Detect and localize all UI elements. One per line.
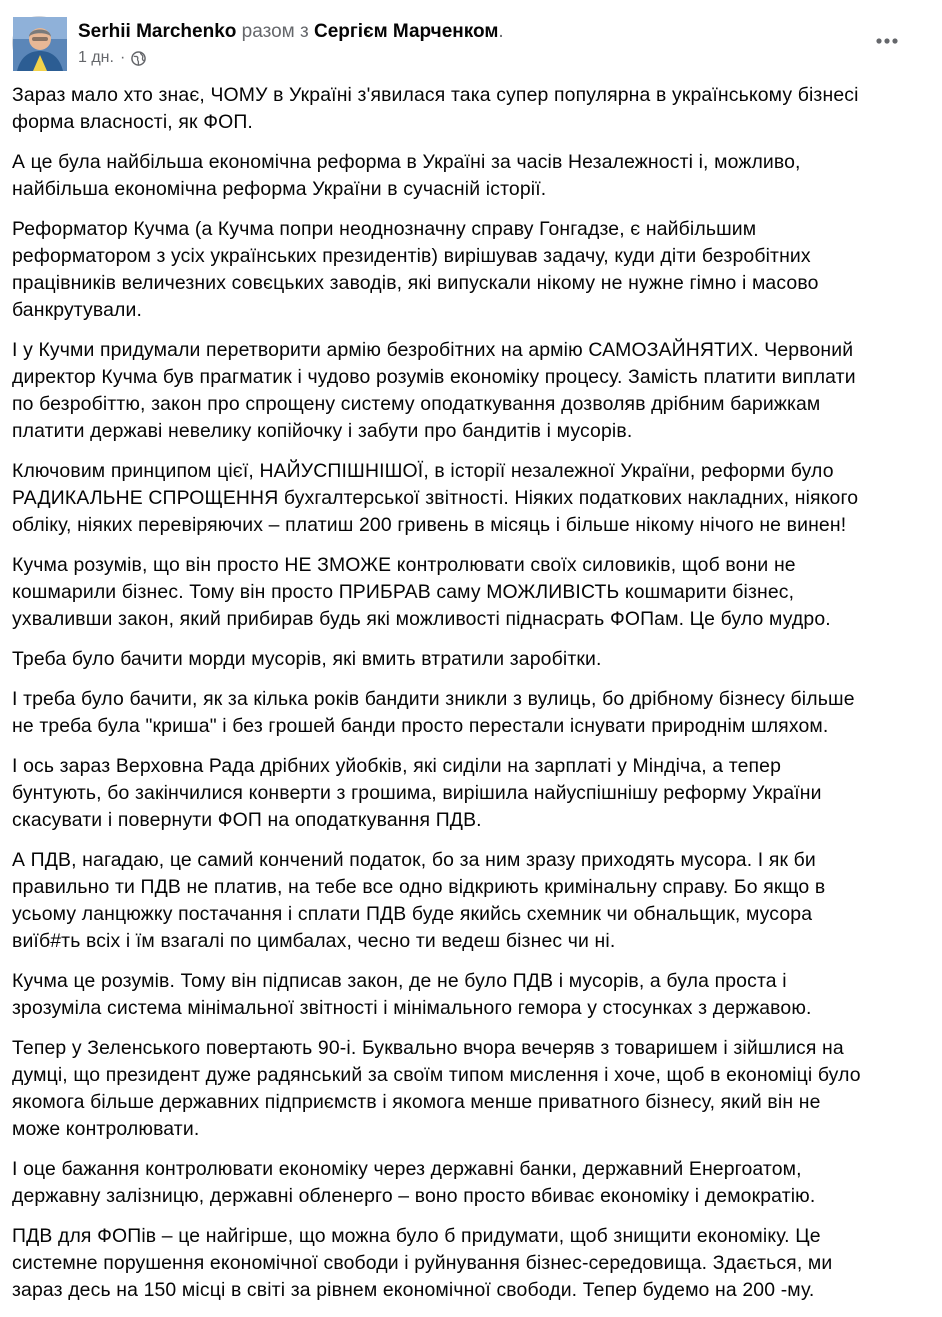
- text-line: реформатором з усіх українських президентів) вирішував задачу, куди діти безробітних: [12, 245, 811, 267]
- text-line: виїб#ть всіх і їм взагалі по цимбалах, чесно ти ведеш бізнес чи ні.: [12, 930, 616, 952]
- text-line: Ключовим принципом цієї, НАЙУСПІШНІШОЇ, в історії незалежної України, реформи було: [12, 460, 834, 482]
- text-line: державну залізницю, державні обленерго – воно просто вбиває економіку і демократію.: [12, 1185, 816, 1207]
- text-line: банкрутували.: [12, 299, 143, 321]
- text-line: форма власності, як ФОП.: [12, 111, 253, 133]
- text-line: правильно ти ПДВ не платив, на тебе все одно відкриють кримінальну справу. Бо якщо в: [12, 876, 826, 898]
- more-options-button[interactable]: [869, 26, 905, 56]
- text-line: усьому ланцюжку постачання і сплати ПДВ буде якийсь схемник чи обнальщик, мусора: [12, 903, 813, 925]
- coauthor-name[interactable]: Сергієм Марченком: [314, 21, 499, 42]
- text-line: Тепер у Зеленського повертають 90-і. Буквально вчора вечеряв з товаришем і зійшлися на: [12, 1037, 844, 1059]
- text-line: А ПДВ, нагадаю, це самий кончений податок, бо за ним зразу приходять мусора. І як би: [12, 849, 816, 871]
- paragraph: [12, 1035, 942, 1143]
- text-line: зрозуміла система мінімальної звітності і мінімального гемора у стосунках з державою.: [12, 997, 812, 1019]
- text-line: Зараз мало хто знає, ЧОМУ в Україні з'явилася така супер популярна в українському бізнесі: [12, 84, 859, 106]
- more-horizontal-icon: [876, 38, 898, 44]
- paragraph: [12, 686, 942, 740]
- text-line: по безробіттю, закон про спрощену систему оподаткування дозволяв дрібним барижкам: [12, 393, 821, 415]
- avatar-image: [13, 17, 67, 71]
- text-line: системне порушення економічної свободи і руйнування бізнес-середовища. Здається, ми: [12, 1252, 833, 1274]
- text-line: І у Кучми придумали перетворити армію безробітних на армію САМОЗАЙНЯТИХ. Червоний: [12, 339, 854, 361]
- text-line: І ось зараз Верховна Рада дрібних уйобків, які сиділи на зарплаті у Міндіча, а тепер: [12, 755, 782, 777]
- text-line: думці, що президент дуже радянський за своїм типом мислення і хоче, щоб в економіці було: [12, 1064, 861, 1086]
- text-line: скасувати і повернути ФОП на оподаткування ПДВ.: [12, 809, 482, 831]
- text-line: Треба було бачити морди мусорів, які вмить втратили заробітки.: [12, 648, 602, 670]
- text-line: ухваливши закон, який прибирав будь які можливості піднасрать ФОПам. Це було мудро.: [12, 608, 831, 630]
- post-time[interactable]: 1 дн.: [78, 49, 114, 66]
- text-line: І треба було бачити, як за кілька років бандити зникли з вулиць, бо дрібному бізнесу більше: [12, 688, 855, 710]
- author-name[interactable]: Serhii Marchenko: [78, 21, 237, 42]
- text-line: Реформатор Кучма (а Кучма попри неоднозначну справу Гонгадзе, є найбільшим: [12, 218, 757, 240]
- with-text: разом з: [241, 21, 309, 42]
- post-header: [12, 14, 905, 74]
- text-line: бунтують, бо закінчилися конверти з грошима, вирішила найуспішнішу реформу України: [12, 782, 822, 804]
- text-line: директор Кучма був прагматик і чудово розумів економіку процесу. Замість платити виплати: [12, 366, 856, 388]
- text-line: зараз десь на 150 місці в світі за рівнем економічної свободи. Тепер будемо на 200 -му.: [12, 1279, 815, 1301]
- author-line: [78, 20, 504, 44]
- paragraph: [12, 552, 942, 633]
- text-line: може контролювати.: [12, 1118, 200, 1140]
- paragraph: [12, 149, 942, 203]
- post-text: [12, 82, 942, 1317]
- author-line-punct: .: [498, 21, 504, 42]
- paragraph: [12, 753, 942, 834]
- paragraph: [12, 458, 942, 539]
- paragraph: [12, 968, 942, 1022]
- paragraph: [12, 847, 942, 955]
- paragraph: [12, 82, 942, 136]
- paragraph: [12, 337, 942, 445]
- paragraph: [12, 1156, 942, 1210]
- text-line: Кучма розумів, що він просто НЕ ЗМОЖЕ контролювати своїх силовиків, щоб вони не: [12, 554, 796, 576]
- text-line: обліку, ніяких перевіряючих – платиш 200 гривень в місяць і більше нікому нічого не винен!: [12, 514, 847, 536]
- paragraph: [12, 216, 942, 324]
- text-line: найбільша економічна реформа України в сучасній історії.: [12, 178, 547, 200]
- text-line: ПДВ для ФОПів – це найгірше, що можна було б придумати, щоб знищити економіку. Це: [12, 1225, 821, 1247]
- paragraph: [12, 646, 942, 673]
- text-line: платити державі невелику копійочку і забути про бандитів і мусорів.: [12, 420, 633, 442]
- text-line: не треба була "криша" і без грошей банди просто перестали існувати природнім шляхом.: [12, 715, 829, 737]
- meta-separator: ·: [119, 49, 126, 66]
- text-line: Кучма це розумів. Тому він підписав закон, де не було ПДВ і мусорів, а була проста і: [12, 970, 787, 992]
- text-line: РАДИКАЛЬНЕ СПРОЩЕННЯ бухгалтерської звітності. Ніяких податкових накладних, ніякого: [12, 487, 859, 509]
- avatar[interactable]: [12, 16, 66, 70]
- paragraph: [12, 1223, 942, 1304]
- post-meta: [78, 48, 146, 68]
- text-line: працівників величезних совєцьких заводів, які випускали нікому не нужне гімно і масово: [12, 272, 819, 294]
- text-line: А це була найбільша економічна реформа в Україні за часів Незалежності і, можливо,: [12, 151, 801, 173]
- text-line: якомога більше державних підприємств і якомога менше приватного бізнесу, який він не: [12, 1091, 821, 1113]
- globe-icon[interactable]: [131, 51, 146, 66]
- text-line: кошмарили бізнес. Тому він просто ПРИБРАВ саму МОЖЛИВІСТЬ кошмарити бізнес,: [12, 581, 795, 603]
- text-line: І оце бажання контролювати економіку через державні банки, державний Енергоатом,: [12, 1158, 802, 1180]
